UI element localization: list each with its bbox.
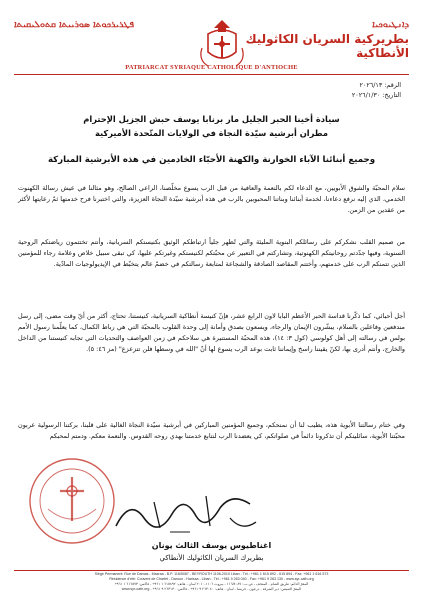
reference-block [352, 80, 401, 100]
footer-divider [14, 570, 409, 571]
recipient-line-3: وجميع أبنائنا الآباء الخوارنة والكهنة الأحبّاء الخادمين في هذه الأبرشية المباركة [47, 155, 376, 165]
footer-line-4: المقرّ الصيفي: دير الشرفة - درعون - حريصا - لبنان - هاتف: ٢٦٣٠٤٠ ٩ ٩٦١+ - فاكس: ٢٦٣١٣٠ ٩ ٩٦١+ - www.syr-cath.org [121, 587, 302, 591]
letterhead-right [234, 20, 409, 60]
french-title: PATRIARCAT SYRIAQUE CATHOLIQUE D'ANTIOCHE [125, 64, 298, 71]
signatory-title: بطريرك السريان الكاثوليك الأنطاكي [159, 554, 264, 562]
letterhead [14, 10, 409, 70]
arabic-title: بطريركية السريان الكاثوليك الأنطاكية [245, 32, 409, 60]
patriarchal-seal-icon [26, 455, 118, 547]
body-paragraph-4: وفي ختام رسالتنا الأبوية هذه، يطيب لنا أن نمنحكم، وجميع المؤمنين المباركين في أبرشية سيّدة النجاة الغالية على قلبنا، بركتنا الرسولية عربون محبّتنا الأبوية، سائلينكم أن تذكرونا دائماً في صلواتكم، كي يعضدنا الرب لنتابع خدمتنا بهدي روحه القدوس. والنعمة معكم. ودمتم لمحبكم [18, 421, 405, 441]
recipient-line-1: سيادة أخينا الحبر الجليل مار برنابا يوسف حبش الجزيل الإحترام [83, 114, 340, 124]
handwritten-signature-icon [110, 488, 260, 540]
body-paragraph-3: أجل أحبائي، كما ذكّرنا قداسة الحبر الأعظم البابا لاون الرابع عشر، فإنّ كنيسة أنطاكية السريانية، كنيستنا، تحتاج، أكثر من أيّ وقت مضى، إلى رسل مندفعين وفاعلين بالسلام، يبشّرون الإيمان والرجاء، ويسعون بصدق وأمانة إلى وحدة القلوب بالمحبّة التي هي رباط الكمال، كما يعلّمنا رسول الأمم بولس في رسالته إلى أهل كولوسي (كول ٣: ١٤)، هذه المحبّة المستنيرة هي سلاحكم في زمن العواصف والتحديات التي تجابه كنيستنا من الداخل والخارج، وأنتم أدرى بها، لكنّ يقيننا راسخ وإيماننا ثابت بوعد الرب يسوع لها أنّ "الله في وسطها فلن تتزعزع" (مز ٤٦: ٥). [18, 312, 405, 354]
footer-line-2: Résidence d'été: Couvent de Charfet - Daroun - Harissa - Liban - Tél.: +961 9 263 040 - Fax: +961 9 263 130 - www.syr-cath.org [109, 577, 314, 581]
letter-date: التاريخ: ٢٠٢٦/١/٣٠ [351, 91, 401, 99]
signatory-name: اغناطيوس يوسف الثالث يونان [151, 541, 272, 550]
syriac-title-left: ܦܛܪܝܪܟܘܬܐ ܣܘܪܝܝܬܐ ܩܬܘܠܝܩܝܬܐ [14, 20, 135, 30]
body-paragraph-2: من صميم القلب نشكركم على رسائلكم البنوية المليئة والتي تُظهر جلياً ارتباطكم الوثيق بكنيستكم السريانية، وأنتم تختتمون رياضتكم الروحية السنوية، وفيها جدّدتم روحانيتكم الكهنوتية، وتشاركتم في التعبير عن محبّتكم لكنيستكم وغيرتكم عليها، كي تبقى سبيل خلاص وعلامة رجاء للمؤمنين الذين تتمنكم الرب على خدمتهم، وأختتم المقاصد الصادقة والشجاعة لمتابعة رسالتكم في خضمّ عالم يتخبّط في الإيديولوجيات المادّية. [18, 238, 405, 269]
body-paragraph-1: سلام المحبّة والشوق الأبويين، مع الدعاء لكم بالنعمة والعافية من قبل الرب يسوع مخلّصنا، الراعي الصالح، وهو مثالنا في عيش رسالة الكهنوت الخدمي، الذي إليه نرفع دعاءنا، لخدمة أبنائنا وبناتنا المحبوبين بالرب في هذه أبرشية سيّدة النجاة العزيزة، والتي اختبرنا فرح خدمتها ثمّ رعايتها لأكثر من عقدين من الزمن. [18, 184, 405, 215]
syriac-title-right: ܕܐܢܛܝܘܟܝܐ [372, 20, 409, 30]
header-divider [14, 74, 409, 75]
footer-line-3: المقرّ الدائم: طريق الشام - المتحف - ص.ب.: ١١٦/٥٠٨٧ - بيروت ١١٠٦-٢٠١٠ لبنان - هاتف: ٦١٥٨٩٢ ١ ٩٦١+ - فاكس: ٦١٦٥٧٣ ١ ٩٦١+ [114, 582, 309, 586]
recipient-block [16, 112, 407, 140]
letterhead-left [14, 20, 184, 30]
footer-line-1: Siège Permanent: Rue de Damas - Mazraa - B.P. 116/5087 - BEYROUTH 1106-2010 Liban - Tél.: +961 1 615 892 - 615 894 - Fax: +961 1 616 573 [94, 572, 329, 576]
recipient-line-2: مطران أبرشية سيّدة النجاة في الولايات المتّحدة الأميركية [94, 128, 329, 138]
reference-number: الرقم: ٢٠٢٦/١٣ [359, 81, 401, 89]
